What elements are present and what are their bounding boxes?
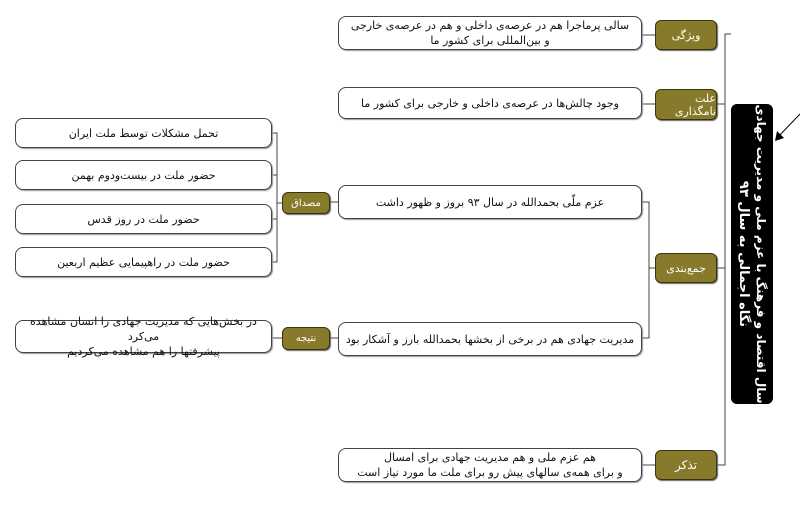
result-line: پیشرفتها را هم مشاهده می‌کردیم xyxy=(67,345,220,358)
root-subtitle: سال اقتصاد و فرهنگ با عزم ملی و مدیریت جهادی xyxy=(754,104,768,404)
naming-text: وجود چالش‌ها در عرصه‌ی داخلی و خارجی برای کشور ما xyxy=(338,87,642,119)
reminder-line: و برای همه‌ی سالهای پیش رو برای ملت ما مورد نیاز است xyxy=(357,466,623,479)
result-label: نتیجه xyxy=(282,327,330,350)
root-title-box xyxy=(731,104,773,404)
pointer-arrow xyxy=(775,114,800,141)
root-title: نگاه اجمالی به سال ۹۳ xyxy=(736,180,751,328)
example-item: حضور ملت در بیست‌ودوم بهمن xyxy=(15,160,272,190)
reminder-line: هم عزم ملی و هم مدیریت جهادی برای امسال xyxy=(384,451,596,464)
category-reminder: تذکر xyxy=(655,450,717,480)
result-line: در بخش‌هایی که مدیریت جهادی را انسان مشاهده می‌کرد xyxy=(30,315,257,343)
example-item: حضور ملت در روز قدس xyxy=(15,204,272,234)
category-feature: ویژگی xyxy=(655,20,717,50)
category-naming: علت نامگذاری xyxy=(655,89,717,120)
result-text xyxy=(15,315,272,358)
reminder-text xyxy=(338,448,642,482)
summary-item: مدیریت جهادی هم در برخی از بخشها بحمدالله بارز و آشکار بود xyxy=(338,322,642,356)
example-item: تحمل مشکلات توسط ملت ایران xyxy=(15,118,272,148)
summary-item: عزم ملّی بحمدالله در سال ۹۳ بروز و ظهور داشت xyxy=(338,185,642,219)
category-summary: جمع‌بندی xyxy=(655,253,717,283)
examples-label: مصداق xyxy=(282,192,330,214)
feature-text: سالی پرماجرا هم در عرصه‌ی داخلی و هم در عرصه‌ی خارجی و بین‌المللی برای کشور ما xyxy=(338,16,642,50)
example-item: حضور ملت در راهپیمایی عظیم اربعین xyxy=(15,247,272,277)
